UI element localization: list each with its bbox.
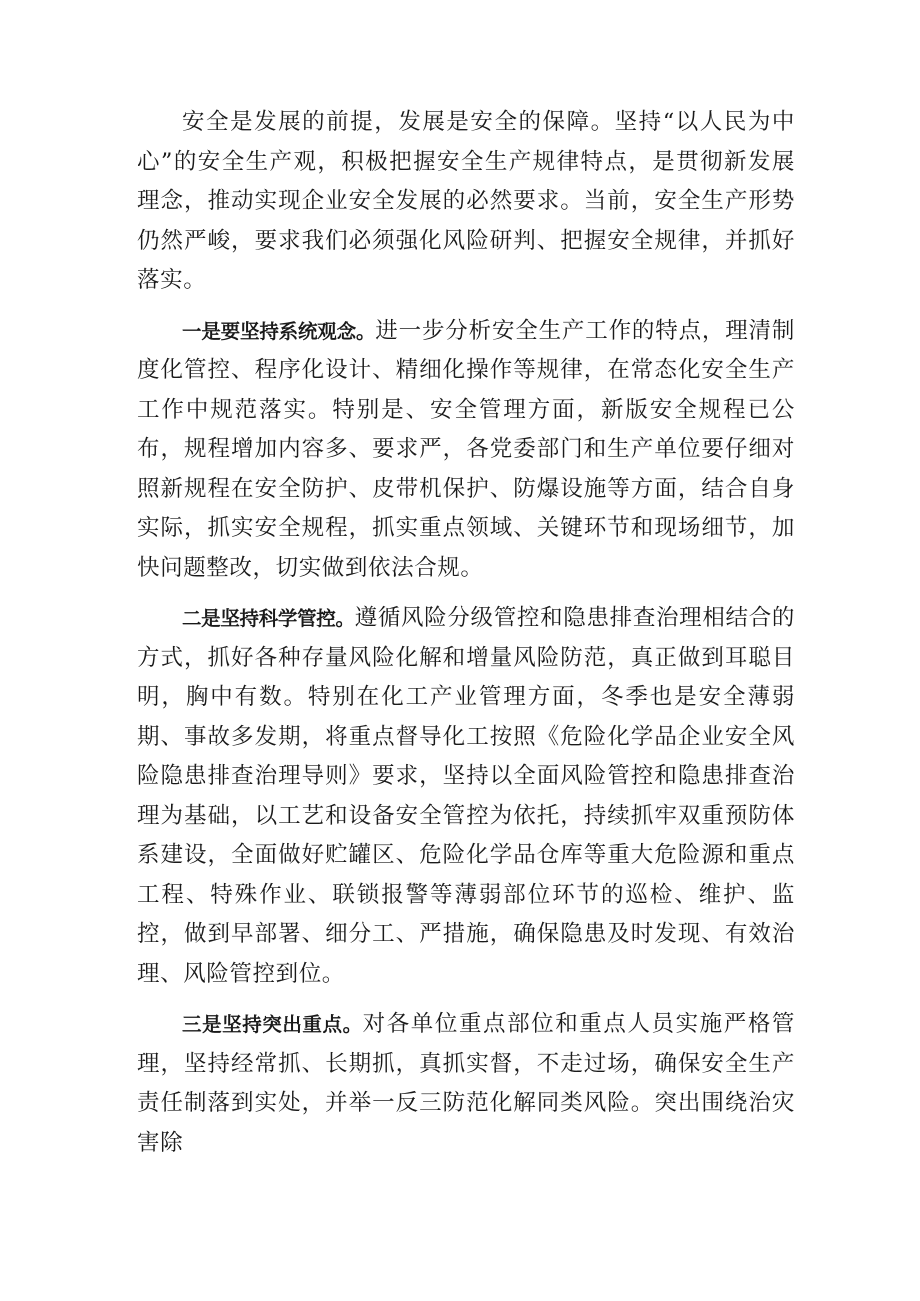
paragraph-text: 对各单位重点部位和重点人员实施严格管理，坚持经常抓、长期抓，真抓实督，不走过场，确保安全生产责任制落到实处，并举一反三防范化解同类风险。突出围绕治灾害除 xyxy=(137,1011,795,1156)
paragraph-point-two xyxy=(137,599,795,994)
paragraph-text: 遵循风险分级管控和隐患排查治理相结合的方式，抓好各种存量风险化解和增量风险防范，真正做到耳聪目明，胸中有数。特别在化工产业管理方面，冬季也是安全薄弱期、事故多发期，将重点督导化工按照《危险化学品企业安全风险隐患排查治理导则》要求，坚持以全面风险管控和隐患排查治理为基础，以工艺和设备安全管控为依托，持续抓牢双重预防体系建设，全面做好贮罐区、危险化学品仓库等重大危险源和重点工程、特殊作业、联锁报警等薄弱部位环节的巡检、维护、监控，做到早部署、细分工、严措施，确保隐患及时发现、有效治理、风险管控到位。 xyxy=(137,605,795,987)
paragraph-lead: 二是坚持科学管控。 xyxy=(182,607,355,630)
paragraph-point-one xyxy=(137,312,795,589)
paragraph-text: 安全是发展的前提，发展是安全的保障。坚持“以人民为中心”的安全生产观，积极把握安全生产规律特点，是贯彻新发展理念，推动实现企业安全发展的必然要求。当前，安全生产形势仍然严峻，要求我们必须强化风险研判、把握安全规律，并抓好落实。 xyxy=(137,109,795,293)
paragraph-lead: 一是要坚持系统观念。 xyxy=(182,319,376,343)
paragraph-lead: 三是坚持突出重点。 xyxy=(182,1013,363,1036)
paragraph-point-three xyxy=(137,1005,795,1163)
paragraph-text: 进一步分析安全生产工作的特点，理清制度化管控、程序化设计、精细化操作等规律，在常态化安全生产工作中规范落实。特别是、安全管理方面，新版安全规程已公布，规程增加内容多、要求严，各党委部门和生产单位要仔细对照新规程在安全防护、皮带机保护、防爆设施等方面，结合自身实际，抓实安全规程，抓实重点领域、关键环节和现场细节，加快问题整改，切实做到依法合规。 xyxy=(137,317,795,581)
paragraph-intro xyxy=(137,103,795,301)
